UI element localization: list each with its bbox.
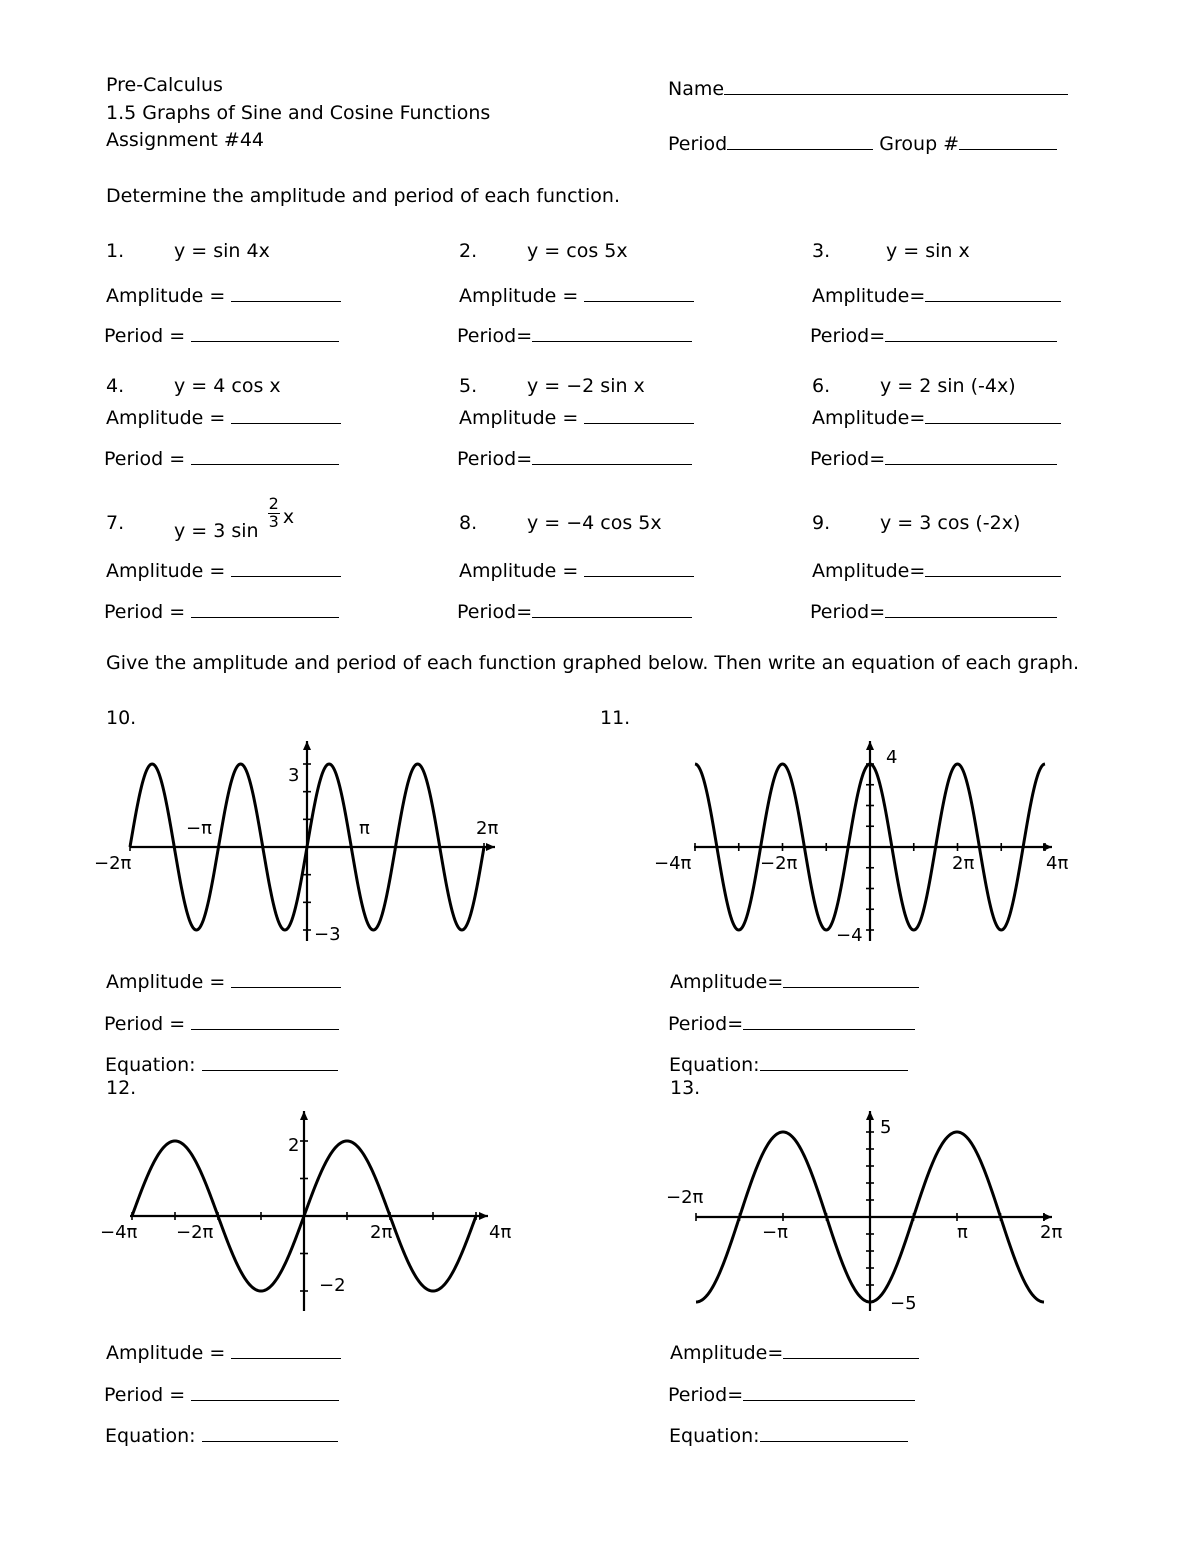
name-label: Name bbox=[668, 78, 725, 100]
amplitude-field-9[interactable] bbox=[812, 558, 1061, 581]
y-axis-arrow bbox=[300, 1111, 308, 1120]
period-blank[interactable] bbox=[191, 446, 339, 465]
y-axis-arrow bbox=[303, 741, 311, 750]
amplitude-field-3[interactable] bbox=[812, 283, 1061, 306]
tick-label: 4π bbox=[489, 1222, 512, 1243]
tick-label: π bbox=[359, 818, 370, 839]
amplitude-label: Amplitude= bbox=[670, 1342, 784, 1364]
amplitude-label: Amplitude= bbox=[812, 285, 926, 307]
problem-equation-5: y = −2 sin x bbox=[527, 375, 645, 397]
problem-number-1: 1. bbox=[106, 240, 125, 262]
amplitude-blank[interactable] bbox=[783, 1340, 919, 1359]
problem-equation-3: y = sin x bbox=[886, 240, 970, 262]
period-blank[interactable] bbox=[885, 599, 1057, 618]
equation-field-graph-12[interactable] bbox=[105, 1423, 338, 1446]
tick-label: 3 bbox=[288, 765, 300, 786]
group-label: Group # bbox=[879, 133, 960, 155]
amplitude-label: Amplitude = bbox=[106, 407, 232, 429]
equation-label: Equation: bbox=[105, 1054, 202, 1076]
amplitude-field-graph-10[interactable] bbox=[106, 969, 341, 992]
equation-field-graph-10[interactable] bbox=[105, 1052, 338, 1075]
equation-field-graph-13[interactable] bbox=[669, 1423, 908, 1446]
period-field-2[interactable] bbox=[457, 323, 692, 346]
period-label: Period= bbox=[457, 325, 533, 347]
amplitude-label: Amplitude= bbox=[812, 560, 926, 582]
period-blank[interactable] bbox=[743, 1011, 915, 1030]
equation-label: Equation: bbox=[105, 1425, 202, 1447]
amplitude-label: Amplitude= bbox=[812, 407, 926, 429]
period-blank[interactable] bbox=[191, 1382, 339, 1401]
amplitude-field-graph-12[interactable] bbox=[106, 1340, 341, 1363]
y-axis-arrow bbox=[866, 741, 874, 750]
period-field-6[interactable] bbox=[810, 446, 1057, 469]
period-blank[interactable] bbox=[532, 599, 692, 618]
amplitude-label: Amplitude= bbox=[670, 971, 784, 993]
equation-label: Equation: bbox=[669, 1425, 760, 1447]
problem-number-5: 5. bbox=[459, 375, 478, 397]
tick-label: 2 bbox=[288, 1135, 300, 1156]
tick-label: −4π bbox=[654, 853, 692, 874]
equation-blank[interactable] bbox=[202, 1423, 338, 1442]
period-field-graph-11[interactable] bbox=[668, 1011, 915, 1034]
period-field-8[interactable] bbox=[457, 599, 692, 622]
tick-label: 2π bbox=[1040, 1222, 1063, 1243]
tick-label: −2π bbox=[94, 853, 132, 874]
period-field-5[interactable] bbox=[457, 446, 692, 469]
period-blank[interactable] bbox=[885, 323, 1057, 342]
problem-number-9: 9. bbox=[812, 512, 831, 534]
period-field-graph-12[interactable] bbox=[104, 1382, 339, 1405]
tick-label: −3 bbox=[314, 924, 341, 945]
amplitude-field-1[interactable] bbox=[106, 283, 341, 306]
tick-label: 2π bbox=[370, 1222, 393, 1243]
period-label: Period= bbox=[668, 1013, 744, 1035]
problem-equation-6: y = 2 sin (-4x) bbox=[880, 375, 1016, 397]
period-field-7[interactable] bbox=[104, 599, 339, 622]
period-blank[interactable] bbox=[743, 1382, 915, 1401]
problem-number-3: 3. bbox=[812, 240, 831, 262]
amplitude-blank[interactable] bbox=[231, 558, 341, 577]
graph-13 bbox=[660, 1105, 1080, 1315]
amplitude-field-graph-13[interactable] bbox=[670, 1340, 919, 1363]
amplitude-field-8[interactable] bbox=[459, 558, 694, 581]
period-label: Period = bbox=[104, 1384, 192, 1406]
amplitude-blank[interactable] bbox=[925, 405, 1061, 424]
problem-equation-9: y = 3 cos (-2x) bbox=[880, 512, 1021, 534]
period-label: Period bbox=[668, 133, 728, 155]
amplitude-field-2[interactable] bbox=[459, 283, 694, 306]
period-label: Period= bbox=[457, 601, 533, 623]
section2-instructions: Give the amplitude and period of each function graphed below. Then write an equation of each graph. bbox=[106, 652, 1080, 674]
tick-label: −2π bbox=[176, 1222, 214, 1243]
period-label: Period= bbox=[668, 1384, 744, 1406]
amplitude-blank[interactable] bbox=[231, 283, 341, 302]
y-axis-arrow bbox=[866, 1111, 874, 1120]
tick-label: −4π bbox=[100, 1222, 138, 1243]
period-label: Period= bbox=[457, 448, 533, 470]
period-label: Period= bbox=[810, 325, 886, 347]
tick-label: −5 bbox=[890, 1293, 917, 1314]
amplitude-field-graph-11[interactable] bbox=[670, 969, 919, 992]
tick-label: 4π bbox=[1046, 853, 1069, 874]
amplitude-label: Amplitude = bbox=[459, 560, 585, 582]
period-blank[interactable] bbox=[191, 323, 339, 342]
period-blank[interactable] bbox=[532, 446, 692, 465]
amplitude-field-4[interactable] bbox=[106, 405, 341, 428]
period-label: Period= bbox=[810, 448, 886, 470]
group-blank[interactable] bbox=[959, 131, 1057, 150]
amplitude-blank[interactable] bbox=[231, 969, 341, 988]
tick-label: π bbox=[957, 1222, 968, 1243]
amplitude-label: Amplitude = bbox=[106, 560, 232, 582]
name-field[interactable] bbox=[668, 76, 1068, 99]
amplitude-blank[interactable] bbox=[231, 1340, 341, 1359]
equation-blank[interactable] bbox=[760, 1052, 908, 1071]
period-blank[interactable] bbox=[191, 599, 339, 618]
tick-label: 4 bbox=[886, 747, 898, 768]
equation-blank[interactable] bbox=[760, 1423, 908, 1442]
period-label: Period = bbox=[104, 448, 192, 470]
tick-label: −4 bbox=[836, 925, 863, 945]
tick-label: 2π bbox=[952, 853, 975, 874]
period-field-3[interactable] bbox=[810, 323, 1057, 346]
tick-label: 2π bbox=[476, 818, 499, 839]
period-field-graph-10[interactable] bbox=[104, 1011, 339, 1034]
x-axis-arrow bbox=[486, 843, 495, 851]
graph-number-12: 12. bbox=[106, 1077, 137, 1099]
graph-10 bbox=[90, 735, 510, 945]
amplitude-label: Amplitude = bbox=[106, 285, 232, 307]
equation-label: Equation: bbox=[669, 1054, 760, 1076]
tick-label: −2π bbox=[666, 1187, 704, 1208]
graph-12 bbox=[96, 1105, 516, 1315]
course-title: Pre-Calculus bbox=[106, 74, 223, 96]
amplitude-blank[interactable] bbox=[584, 405, 694, 424]
amplitude-label: Amplitude = bbox=[459, 407, 585, 429]
period-blank[interactable] bbox=[532, 323, 692, 342]
fraction: $\frac{2}{3}$ bbox=[268, 494, 279, 531]
amplitude-label: Amplitude = bbox=[106, 971, 232, 993]
problem-equation: y = 3 sin $\frac{2}{3}$ x bbox=[174, 494, 295, 542]
problem-equation-1: y = sin 4x bbox=[174, 240, 270, 262]
tick-label: −π bbox=[186, 818, 212, 839]
amplitude-label: Amplitude = bbox=[459, 285, 585, 307]
x-axis-arrow bbox=[479, 1212, 488, 1220]
amplitude-blank[interactable] bbox=[925, 558, 1061, 577]
graph-number-10: 10. bbox=[106, 707, 137, 729]
problem-equation-2: y = cos 5x bbox=[527, 240, 628, 262]
assignment-title: Assignment #44 bbox=[106, 129, 265, 151]
amplitude-blank[interactable] bbox=[231, 405, 341, 424]
amplitude-blank[interactable] bbox=[584, 283, 694, 302]
period-blank[interactable] bbox=[191, 1011, 339, 1030]
amplitude-field-7[interactable] bbox=[106, 558, 341, 581]
period-label: Period = bbox=[104, 1013, 192, 1035]
problem-number: 7. bbox=[106, 512, 125, 534]
amplitude-blank[interactable] bbox=[584, 558, 694, 577]
period-label: Period= bbox=[810, 601, 886, 623]
period-blank[interactable] bbox=[727, 131, 873, 150]
equation-field-graph-11[interactable] bbox=[669, 1052, 908, 1075]
period-field-9[interactable] bbox=[810, 599, 1057, 622]
tick-label: −2π bbox=[760, 853, 798, 874]
graph-number-13: 13. bbox=[670, 1077, 701, 1099]
problem-number-8: 8. bbox=[459, 512, 478, 534]
lesson-title: 1.5 Graphs of Sine and Cosine Functions bbox=[106, 102, 491, 124]
tick-label: −2 bbox=[319, 1275, 346, 1296]
period-field-1[interactable] bbox=[104, 323, 339, 346]
period-blank[interactable] bbox=[885, 446, 1057, 465]
problem-number-4: 4. bbox=[106, 375, 125, 397]
amplitude-blank[interactable] bbox=[925, 283, 1061, 302]
section1-instructions: Determine the amplitude and period of each function. bbox=[106, 185, 620, 207]
problem-equation-4: y = 4 cos x bbox=[174, 375, 281, 397]
amplitude-label: Amplitude = bbox=[106, 1342, 232, 1364]
period-label: Period = bbox=[104, 325, 192, 347]
problem-number-6: 6. bbox=[812, 375, 831, 397]
problem-number-2: 2. bbox=[459, 240, 478, 262]
period-field-graph-13[interactable] bbox=[668, 1382, 915, 1405]
equation-blank[interactable] bbox=[202, 1052, 338, 1071]
amplitude-field-5[interactable] bbox=[459, 405, 694, 428]
graph-number-11: 11. bbox=[600, 707, 631, 729]
amplitude-blank[interactable] bbox=[783, 969, 919, 988]
amplitude-field-6[interactable] bbox=[812, 405, 1061, 428]
period-field-4[interactable] bbox=[104, 446, 339, 469]
name-blank[interactable] bbox=[724, 76, 1068, 95]
tick-label: −π bbox=[762, 1222, 788, 1243]
tick-label: 5 bbox=[880, 1117, 892, 1138]
graph-11 bbox=[650, 735, 1080, 945]
period-label: Period = bbox=[104, 601, 192, 623]
period-group-field[interactable] bbox=[668, 131, 1057, 154]
problem-equation-8: y = −4 cos 5x bbox=[527, 512, 662, 534]
